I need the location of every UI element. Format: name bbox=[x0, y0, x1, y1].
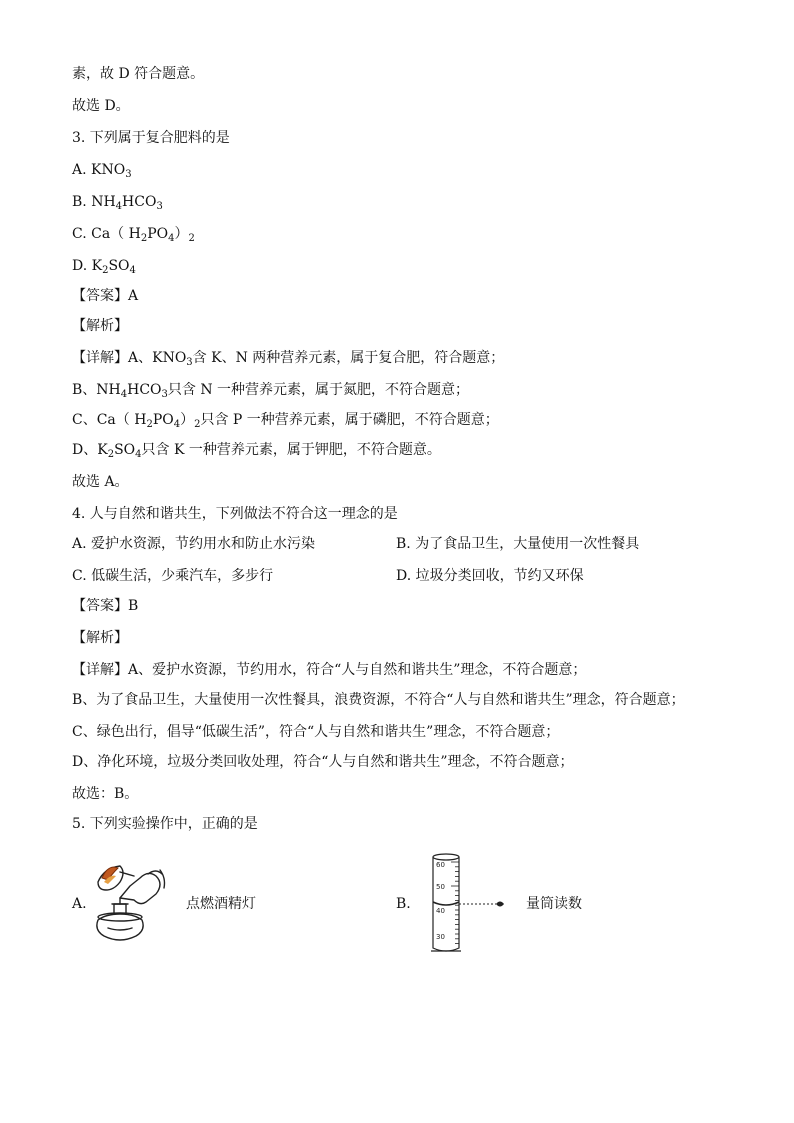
option-5a-letter: A. bbox=[72, 896, 87, 912]
answer-4: 【答案】B bbox=[72, 598, 139, 614]
text: PO bbox=[152, 412, 174, 428]
subscript: 3 bbox=[161, 389, 168, 400]
option-5b-caption: 量筒读数 bbox=[526, 896, 582, 912]
question-3: 3. 下列属于复合肥料的是 bbox=[72, 130, 230, 146]
detail-4-line: B、为了食品卫生，大量使用一次性餐具，浪费资源，不符合“人与自然和谐共生”理念，符合题意； bbox=[72, 692, 685, 708]
option-4c: C. 低碳生活，少乘汽车，多步行 bbox=[72, 568, 274, 584]
detail-3-line bbox=[72, 440, 441, 460]
analysis-heading-3: 【解析】 bbox=[72, 318, 128, 334]
subscript: 3 bbox=[186, 357, 193, 368]
detail-3-line bbox=[72, 380, 469, 400]
detail-3-line bbox=[72, 348, 504, 368]
text: 只含 K 一种营养元素，属于钾肥，不符合题意。 bbox=[141, 442, 441, 458]
subscript: 2 bbox=[140, 233, 148, 244]
subscript: 3 bbox=[156, 201, 163, 212]
subscript: 4 bbox=[120, 389, 128, 400]
subscript: 2 bbox=[146, 419, 153, 430]
option-4b: B. 为了食品卫生，大量使用一次性餐具 bbox=[396, 536, 640, 552]
text: B、NH bbox=[72, 382, 121, 398]
option-3a bbox=[72, 160, 132, 180]
text: SO bbox=[108, 258, 130, 274]
subscript: 2 bbox=[188, 233, 195, 244]
text: PO bbox=[147, 226, 169, 242]
text: D. K bbox=[72, 258, 103, 274]
detail-4-line: C、绿色出行，倡导“低碳生活”，符合“人与自然和谐共生”理念，不符合题意； bbox=[72, 724, 560, 740]
text-line: 素，故 D 符合题意。 bbox=[72, 66, 205, 82]
selection-4: 故选：B。 bbox=[72, 786, 139, 802]
eye-icon bbox=[496, 902, 504, 907]
option-4d: D. 垃圾分类回收，节约又环保 bbox=[396, 568, 584, 584]
text: SO bbox=[114, 442, 136, 458]
subscript: 4 bbox=[129, 265, 136, 276]
text: ） bbox=[174, 226, 189, 242]
text: C. Ca（ H bbox=[72, 226, 141, 242]
text: 只含 N 一种营养元素，属于氮肥，不符合题意； bbox=[167, 382, 470, 398]
detail-4-line: 【详解】A、爱护水资源，节约用水，符合“人与自然和谐共生”理念，不符合题意； bbox=[72, 662, 587, 678]
cylinder-tick-label: 30 bbox=[436, 933, 445, 941]
subscript: 3 bbox=[125, 169, 132, 180]
option-5a-caption: 点燃酒精灯 bbox=[186, 896, 256, 912]
cylinder-tick-label: 60 bbox=[436, 861, 445, 869]
graduated-cylinder-illustration bbox=[424, 852, 514, 956]
option-3d bbox=[72, 256, 136, 276]
answer-3: 【答案】A bbox=[72, 288, 139, 304]
question-4: 4. 人与自然和谐共生，下列做法不符合这一理念的是 bbox=[72, 506, 398, 522]
text: 含 K、N 两种营养元素，属于复合肥，符合题意； bbox=[192, 350, 505, 366]
text: A. KNO bbox=[72, 162, 126, 178]
text: D、K bbox=[72, 442, 108, 458]
option-3b bbox=[72, 192, 163, 212]
text: ） bbox=[180, 412, 195, 428]
subscript: 4 bbox=[173, 419, 181, 430]
option-3c bbox=[72, 224, 195, 244]
cylinder-tick-label: 40 bbox=[436, 907, 445, 915]
text-line: 故选 D。 bbox=[72, 98, 130, 114]
subscript: 4 bbox=[168, 233, 175, 244]
detail-4-line: D、净化环境，垃圾分类回收处理，符合“人与自然和谐共生”理念，不符合题意； bbox=[72, 754, 574, 770]
alcohol-lamp-illustration bbox=[90, 860, 170, 944]
text: C、Ca（ H bbox=[72, 412, 147, 428]
text: HCO bbox=[122, 194, 157, 210]
option-5b-letter: B. bbox=[396, 896, 411, 912]
detail-3-line bbox=[72, 410, 499, 430]
text: 只含 P 一种营养元素，属于磷肥，不符合题意； bbox=[200, 412, 499, 428]
option-4a: A. 爱护水资源，节约用水和防止水污染 bbox=[72, 536, 316, 552]
question-5: 5. 下列实验操作中，正确的是 bbox=[72, 816, 258, 832]
text: 【详解】A、KNO bbox=[72, 350, 187, 366]
subscript: 4 bbox=[115, 201, 123, 212]
text: B. NH bbox=[72, 194, 116, 210]
text: HCO bbox=[127, 382, 162, 398]
subscript: 2 bbox=[194, 419, 201, 430]
cylinder-tick-label: 50 bbox=[436, 883, 445, 891]
analysis-heading-4: 【解析】 bbox=[72, 630, 128, 646]
subscript: 4 bbox=[135, 449, 142, 460]
selection-3: 故选 A。 bbox=[72, 474, 129, 490]
subscript: 2 bbox=[107, 449, 115, 460]
subscript: 2 bbox=[102, 265, 109, 276]
